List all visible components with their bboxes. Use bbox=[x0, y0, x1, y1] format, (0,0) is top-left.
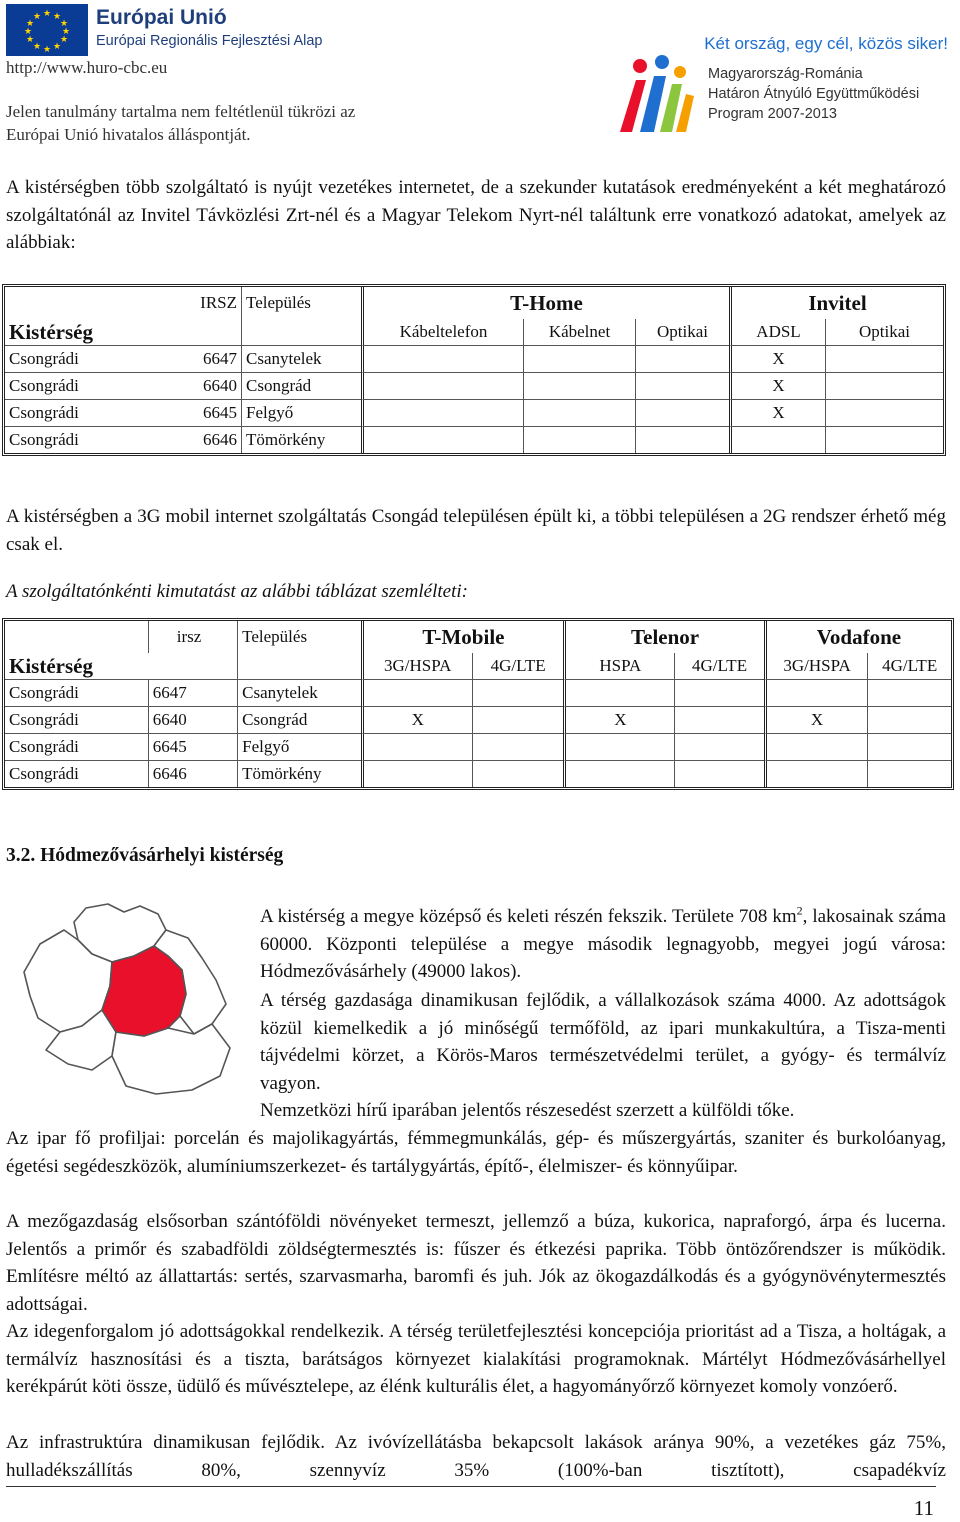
footer-rule bbox=[6, 1486, 936, 1487]
column-header: HSPA bbox=[563, 653, 674, 679]
provider-header-thome: T-Home bbox=[361, 287, 729, 319]
svg-text:★: ★ bbox=[25, 19, 35, 29]
value-cell bbox=[674, 679, 764, 706]
section-paragraph-3: Az ipar fő profiljai: porcelán és majolikagyártás, fémmegmunkálás, gép- és műszergyártás, szaniter és burkolóanyag, égetési segédeszközök, alumíniumszerkezet- és tartálygyártás, építő-, élelmiszer- és könnyűipar. bbox=[6, 1128, 946, 1177]
value-cell bbox=[361, 679, 472, 706]
program-logo-icon bbox=[610, 54, 700, 136]
value-cell bbox=[361, 426, 523, 453]
telepules-header: Település bbox=[237, 621, 360, 653]
value-cell bbox=[361, 345, 523, 372]
mobile-internet-table bbox=[2, 618, 954, 790]
value-cell: X bbox=[764, 706, 868, 733]
table-row bbox=[5, 733, 951, 760]
value-cell bbox=[635, 426, 729, 453]
svg-text:★: ★ bbox=[42, 45, 52, 55]
value-cell bbox=[472, 679, 563, 706]
value-cell: X bbox=[729, 345, 825, 372]
region-cell: Csongrádi bbox=[5, 345, 145, 372]
irsz-header: irsz bbox=[148, 621, 237, 653]
section-paragraph-4: A mezőgazdaság elsősorban szántóföldi növényeket termeszt, jellemző a búza, kukorica, napraforgó, árpa és lucerna. Jelentős a primőr és szabadföldi zöldségtermesztés is: fűszer és étkezési paprika. Több öntözőrendszer is működik. Említésre méltó az állattartás: sertés, szarvasmarha, baromfi és juh. Jók az ökogazdálkodás és a gyógynövénytermesztés adottságai. bbox=[6, 1211, 946, 1315]
value-cell: X bbox=[729, 372, 825, 399]
value-cell bbox=[674, 733, 764, 760]
value-cell bbox=[635, 345, 729, 372]
county-map-icon bbox=[16, 900, 236, 1100]
value-cell bbox=[764, 679, 868, 706]
table-row bbox=[5, 372, 943, 399]
value-cell bbox=[867, 679, 951, 706]
table-row bbox=[5, 345, 943, 372]
table-row bbox=[5, 426, 943, 453]
value-cell bbox=[825, 399, 943, 426]
irsz-header: IRSZ bbox=[200, 293, 237, 312]
table-row bbox=[5, 706, 951, 733]
value-cell bbox=[674, 706, 764, 733]
zip-cell: 6640 bbox=[148, 706, 237, 733]
value-cell bbox=[523, 399, 635, 426]
intro-paragraph: A kistérségben több szolgáltató is nyújt vezetékes internetet, de a szekunder kutatások eredményeként a két meghatározó szolgáltatónál az Invitel Távközlési Zrt-nél és a Magyar Telekom Nyrt-nél találtunk erre vonatkozó adatokat, amelyek az alábbiak: bbox=[6, 177, 946, 253]
region-cell: Csongrádi bbox=[5, 733, 148, 760]
provider-header-invitel: Invitel bbox=[729, 287, 943, 319]
page-number: 11 bbox=[913, 1496, 934, 1520]
region-cell: Csongrádi bbox=[5, 679, 148, 706]
svg-text:★: ★ bbox=[59, 19, 69, 29]
town-cell: Tömörkény bbox=[237, 760, 360, 787]
column-header: Optikai bbox=[825, 319, 943, 345]
zip-cell: 6646 bbox=[145, 426, 241, 453]
zip-cell: 6640 bbox=[145, 372, 241, 399]
value-cell bbox=[523, 345, 635, 372]
table2-caption: A szolgáltatónkénti kimutatást az alábbi táblázat szemlélteti: bbox=[6, 581, 468, 602]
table-row bbox=[5, 399, 943, 426]
svg-text:★: ★ bbox=[61, 27, 71, 37]
region-cell: Csongrádi bbox=[5, 372, 145, 399]
value-cell bbox=[825, 426, 943, 453]
svg-text:★: ★ bbox=[32, 42, 42, 52]
value-cell bbox=[523, 426, 635, 453]
region-cell: Csongrádi bbox=[5, 426, 145, 453]
disclaimer-line: Jelen tanulmány tartalma nem feltétlenül tükrözi az bbox=[6, 102, 356, 121]
town-cell: Csongrád bbox=[241, 372, 361, 399]
town-cell: Csanytelek bbox=[237, 679, 360, 706]
population-text: , lakosainak száma 60000. Központi települése a megye második legnagyobb, megyei jogú városa: Hódmezővásárhely (49000 lakos). bbox=[260, 906, 946, 982]
value-cell bbox=[764, 733, 868, 760]
disclaimer bbox=[6, 100, 355, 146]
column-header: ADSL bbox=[729, 319, 825, 345]
column-header: 3G/HSPA bbox=[764, 653, 868, 679]
program-line: Program 2007-2013 bbox=[708, 106, 837, 122]
value-cell bbox=[472, 706, 563, 733]
eu-subtitle: Európai Regionális Fejlesztési Alap bbox=[96, 33, 323, 49]
column-header: Kábelnet bbox=[523, 319, 635, 345]
telepules-header: Település bbox=[241, 287, 361, 319]
value-cell: X bbox=[729, 399, 825, 426]
column-header: 4G/LTE bbox=[867, 653, 951, 679]
svg-text:★: ★ bbox=[42, 9, 52, 19]
program-name bbox=[708, 64, 919, 124]
value-cell bbox=[472, 760, 563, 787]
disclaimer-line: Európai Unió hivatalos álláspontját. bbox=[6, 125, 251, 144]
svg-text:★: ★ bbox=[32, 12, 42, 22]
value-cell bbox=[674, 760, 764, 787]
value-cell bbox=[361, 733, 472, 760]
program-line: Magyarország-Románia bbox=[708, 66, 863, 82]
svg-text:★: ★ bbox=[52, 42, 62, 52]
value-cell bbox=[361, 399, 523, 426]
region-cell: Csongrádi bbox=[5, 760, 148, 787]
value-cell bbox=[825, 345, 943, 372]
value-cell bbox=[867, 706, 951, 733]
town-cell: Tömörkény bbox=[241, 426, 361, 453]
eu-title: Európai Unió bbox=[96, 6, 227, 29]
fixed-internet-table bbox=[2, 284, 946, 456]
value-cell bbox=[825, 372, 943, 399]
section-paragraph-5: Az idegenforgalom jó adottságokkal rendelkezik. A térség területfejlesztési koncepciója prioritást ad a Tisza, a holtágak, a termálvíz hasznosítási és a tiszta, barátságos környezet kialakítási programoknak. Mártélyt Hódmezővásárhellyel kerékpárút köti össze, üdülő és művésztelepe, az élénk kulturális élet, a hagyományőrző környezet komoly vonzóerő. bbox=[6, 1321, 946, 1397]
program-line: Határon Átnyúló Együttműködési bbox=[708, 86, 920, 102]
value-cell bbox=[635, 399, 729, 426]
column-header: 4G/LTE bbox=[472, 653, 563, 679]
value-cell bbox=[764, 760, 868, 787]
value-cell bbox=[361, 372, 523, 399]
column-header: 4G/LTE bbox=[674, 653, 764, 679]
region-cell: Csongrádi bbox=[5, 706, 148, 733]
provider-header-telenor: Telenor bbox=[563, 621, 763, 653]
provider-header-vodafone: Vodafone bbox=[764, 621, 951, 653]
value-cell bbox=[563, 733, 674, 760]
area-text: A kistérség a megye középső és keleti részén fekszik. Területe 708 km bbox=[260, 906, 797, 927]
mobile-paragraph: A kistérségben a 3G mobil internet szolgáltatás Csongád településen épült ki, a többi településen a 2G rendszer érhető még csak el. bbox=[6, 506, 946, 555]
svg-text:★: ★ bbox=[23, 27, 33, 37]
zip-cell: 6646 bbox=[148, 760, 237, 787]
value-cell bbox=[523, 372, 635, 399]
zip-cell: 6647 bbox=[148, 679, 237, 706]
value-cell bbox=[867, 760, 951, 787]
zip-cell: 6645 bbox=[145, 399, 241, 426]
town-cell: Felgyő bbox=[241, 399, 361, 426]
zip-cell: 6647 bbox=[145, 345, 241, 372]
svg-text:★: ★ bbox=[59, 35, 69, 45]
section-heading: 3.2. Hódmezővásárhelyi kistérség bbox=[6, 845, 284, 866]
svg-text:★: ★ bbox=[52, 12, 62, 22]
value-cell: X bbox=[563, 706, 674, 733]
value-cell bbox=[867, 733, 951, 760]
project-url[interactable]: http://www.huro-cbc.eu bbox=[6, 58, 168, 77]
zip-cell: 6645 bbox=[148, 733, 237, 760]
column-header: Optikai bbox=[635, 319, 729, 345]
value-cell bbox=[729, 426, 825, 453]
region-cell: Csongrádi bbox=[5, 399, 145, 426]
value-cell bbox=[563, 679, 674, 706]
table-row bbox=[5, 760, 951, 787]
town-cell: Csongrád bbox=[237, 706, 360, 733]
column-header: 3G/HSPA bbox=[361, 653, 472, 679]
section-paragraph-1 bbox=[260, 903, 946, 986]
program-slogan: Két ország, egy cél, közös siker! bbox=[704, 34, 948, 53]
value-cell bbox=[361, 760, 472, 787]
section-paragraph-6: Az infrastruktúra dinamikusan fejlődik. Az ivóvízellátásba bekapcsolt lakások aránya 90%, a vezetékes gáz 75%, hulladékszállítás 80%, szennyvíz 35% (100%-ban tisztított), csapadékvíz bbox=[6, 1432, 946, 1481]
town-cell: Felgyő bbox=[237, 733, 360, 760]
section-paragraph-3-lead: Nemzetközi hírű iparában jelentős részesedést szerzett a külföldi tőke. bbox=[260, 1100, 795, 1121]
town-cell: Csanytelek bbox=[241, 345, 361, 372]
value-cell bbox=[472, 733, 563, 760]
value-cell bbox=[563, 760, 674, 787]
eu-flag-icon bbox=[6, 4, 88, 56]
value-cell: X bbox=[361, 706, 472, 733]
section-paragraph-2: A térség gazdasága dinamikusan fejlődik, a vállalkozások száma 4000. Az adottságok közül kiemelkedik a jó minőségű termőföld, az ipari munkakultúra, a Tisza-menti tájvédelmi körzet, a Körös-Maros természetvédelmi terület, a gyógy- és termálvíz vagyon. bbox=[260, 990, 946, 1094]
kisterseg-header: Kistérség bbox=[9, 653, 93, 678]
table-row bbox=[5, 679, 951, 706]
column-header: Kábeltelefon bbox=[361, 319, 523, 345]
svg-text:★: ★ bbox=[25, 35, 35, 45]
provider-header-tmobile: T-Mobile bbox=[361, 621, 564, 653]
area-superscript: 2 bbox=[796, 903, 803, 918]
kisterseg-header: Kistérség bbox=[9, 319, 93, 344]
value-cell bbox=[635, 372, 729, 399]
